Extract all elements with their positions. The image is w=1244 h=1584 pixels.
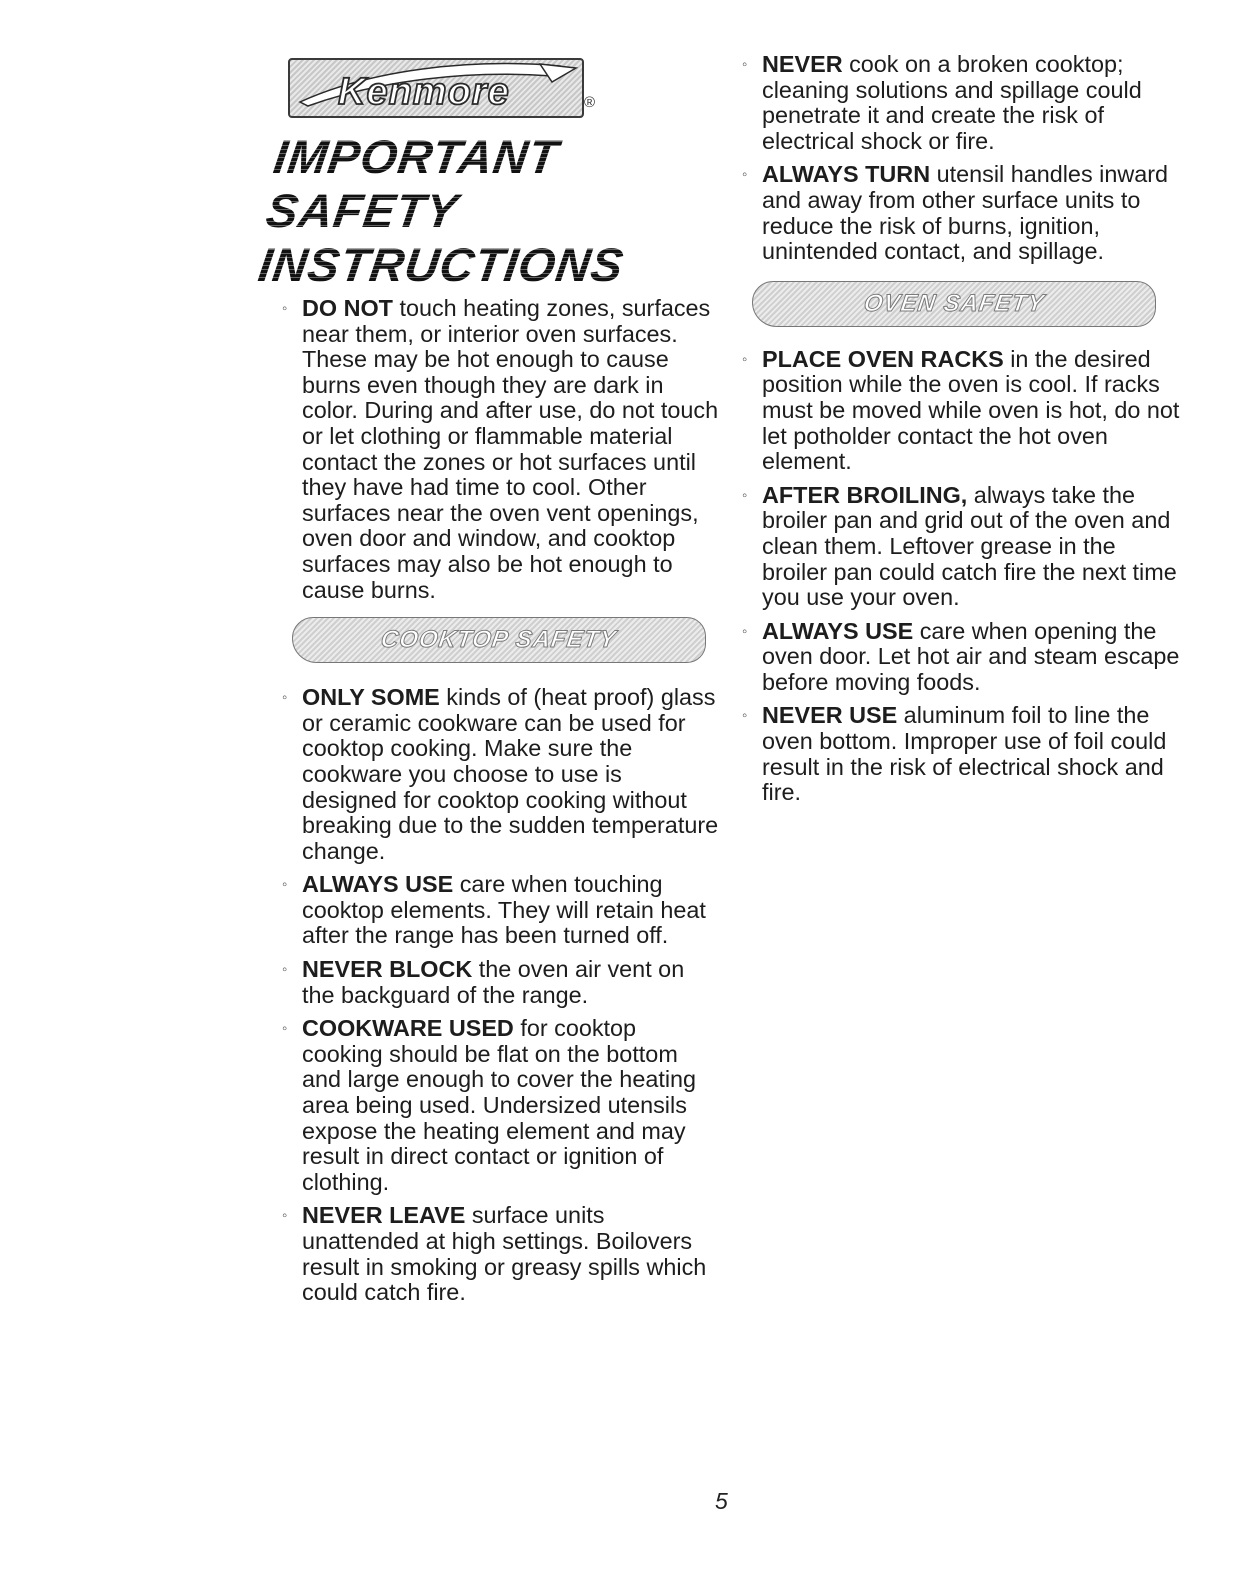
- item-text: kinds of (heat proof) glass or ceramic cookware can be used for cooktop cooking. Make sure the cookware you choose to use is designed for cooktop cooking without breaking due to the sudden temperature change.: [302, 684, 719, 864]
- item-keyword: ALWAYS USE: [302, 871, 454, 898]
- logo-badge: [288, 58, 584, 118]
- page-title: [255, 130, 722, 292]
- bullet-icon: ◦: [742, 622, 748, 640]
- item-text: touch heating zones, surfaces near them, or interior oven surfaces. These may be hot enough to cause burns even though they are dark in color. During and after use, do not touch or let clothing or flammable material contact the zones or hot surfaces until they have had time to cool. Other surfaces near the oven vent openings, oven door and window, and cooktop surfaces may also be hot enough to cause burns.: [302, 295, 719, 603]
- item-text: cook on a broken cooktop; cleaning solutions and spillage could penetrate it and create the risk of electrical shock or fire.: [762, 51, 1142, 154]
- item-keyword: COOKWARE USED: [302, 1015, 514, 1042]
- cooktop-item: [282, 1203, 722, 1305]
- oven-safety-banner: [752, 281, 1156, 327]
- page-number: 5: [715, 1488, 728, 1514]
- bullet-icon: ◦: [282, 876, 288, 894]
- item-text: surface units unattended at high settings. Boilovers result in smoking or greasy spills which could catch fire.: [302, 1202, 707, 1306]
- item-keyword: PLACE OVEN RACKS: [762, 345, 1004, 372]
- item-text: care when touching cooktop elements. They will retain heat after the range has been turned off.: [302, 871, 706, 949]
- intro-item: [282, 296, 722, 603]
- cooktop-item: [742, 52, 1182, 154]
- cooktop-item: [282, 957, 722, 1008]
- registered-mark: ®: [584, 94, 596, 111]
- cooktop-item: [282, 685, 722, 864]
- bullet-icon: ◦: [282, 1020, 288, 1038]
- bullet-icon: ◦: [282, 961, 288, 979]
- oven-item: [742, 703, 1182, 805]
- bullet-icon: ◦: [282, 300, 288, 317]
- item-text: in the desired position while the oven is cool. If racks must be moved while oven is hot, do not let potholder contact the hot oven element.: [762, 345, 1180, 475]
- bullet-icon: ◦: [742, 166, 748, 184]
- logo-brand-text: Kenmore: [338, 71, 510, 113]
- bullet-icon: ◦: [742, 486, 748, 504]
- cooktop-safety-heading: COOKTOP SAFETY: [379, 626, 619, 654]
- cooktop-item: [742, 162, 1182, 264]
- item-text: the oven air vent on the backguard of the range.: [302, 956, 685, 1008]
- item-keyword: NEVER: [762, 51, 843, 77]
- item-keyword: ALWAYS USE: [762, 617, 914, 644]
- item-text: for cooktop cooking should be flat on the bottom and large enough to cover the heating area being used. Undersized utensils expose the heating element and may result in direct contact or ignition of clothing.: [302, 1015, 697, 1195]
- bullet-icon: ◦: [282, 1207, 288, 1225]
- oven-item: [742, 347, 1182, 475]
- item-keyword: ALWAYS TURN: [762, 161, 931, 188]
- kenmore-logo: [282, 56, 622, 122]
- left-column: [255, 56, 722, 1314]
- cooktop-item: [282, 1016, 722, 1195]
- bullet-icon: ◦: [282, 689, 288, 707]
- bullet-icon: ◦: [742, 350, 748, 368]
- item-keyword: NEVER BLOCK: [302, 956, 473, 983]
- item-text: always take the broiler pan and grid out of the oven and clean them. Leftover grease in the broiler pan could catch fire the next time you use your oven.: [762, 481, 1177, 611]
- cooktop-item: [282, 872, 722, 949]
- cooktop-safety-banner: [292, 617, 706, 663]
- bullet-icon: ◦: [742, 707, 748, 725]
- bullet-icon: ◦: [742, 56, 748, 73]
- item-keyword: ONLY SOME: [302, 684, 440, 711]
- item-keyword: AFTER BROILING,: [762, 481, 968, 508]
- oven-item: [742, 483, 1182, 611]
- title-line-1: IMPORTANT SAFETY: [262, 130, 563, 237]
- item-keyword: NEVER LEAVE: [302, 1202, 466, 1229]
- title-line-2: INSTRUCTIONS: [255, 238, 628, 291]
- right-column: [742, 52, 1182, 814]
- item-text: aluminum foil to line the oven bottom. Improper use of foil could result in the risk of electrical shock and fire.: [762, 702, 1167, 806]
- oven-item: [742, 619, 1182, 696]
- item-keyword: DO NOT: [302, 295, 393, 321]
- item-keyword: NEVER USE: [762, 702, 898, 729]
- item-text: care when opening the oven door. Let hot air and steam escape before moving foods.: [762, 617, 1180, 695]
- item-text: utensil handles inward and away from other surface units to reduce the risk of burns, ignition, unintended contact, and spillage.: [762, 161, 1169, 265]
- oven-safety-heading: OVEN SAFETY: [861, 289, 1047, 317]
